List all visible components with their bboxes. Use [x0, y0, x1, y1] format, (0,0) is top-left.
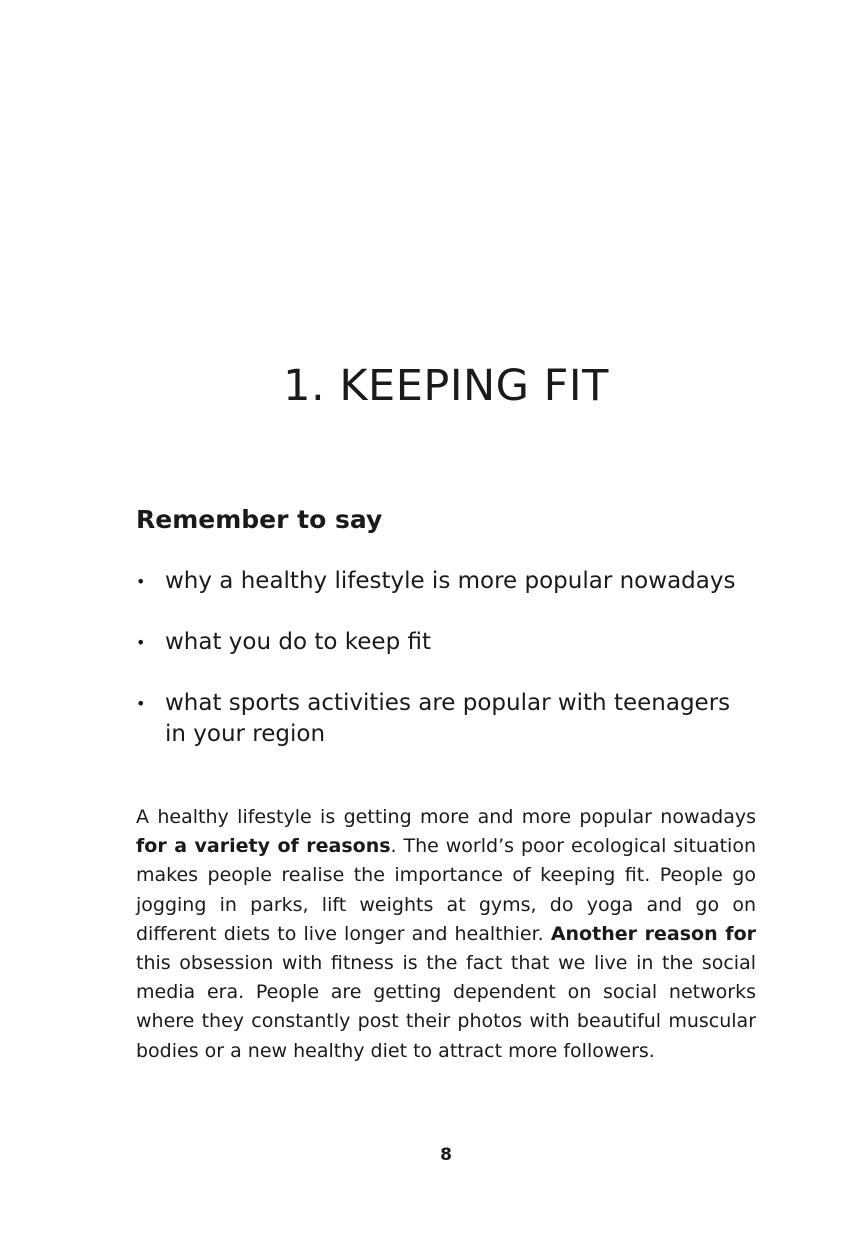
paragraph-text: A healthy lifestyle is getting more and more popular nowadays	[136, 806, 756, 828]
paragraph-bold-phrase: Another reason for	[550, 922, 756, 945]
list-item-text: why a healthy lifestyle is more popular nowadays	[165, 568, 736, 594]
body-paragraph	[136, 803, 756, 1066]
list-item	[136, 688, 756, 750]
paragraph-text: this obsession with fitness is the fact that we live in the social media era. People are getting dependent on social networks where they constantly post their photos with beautiful muscular bodies or a new healthy diet to attract more followers.	[136, 952, 756, 1062]
bullet-icon: •	[136, 572, 146, 591]
bullet-icon: •	[136, 694, 146, 713]
list-item	[136, 627, 756, 658]
list-item	[136, 566, 756, 597]
chapter-title: 1. KEEPING FIT	[283, 361, 609, 411]
list-item-text: what you do to keep fit	[165, 629, 431, 655]
remember-heading: Remember to say	[136, 505, 383, 534]
list-item-text: what sports activities are popular with teenagers in your region	[165, 690, 731, 747]
paragraph-bold-phrase: for a variety of reasons	[136, 835, 391, 858]
remember-list	[136, 566, 756, 750]
bullet-icon: •	[136, 633, 146, 652]
page-number: 8	[440, 1145, 452, 1165]
paragraph-text: . The world’s poor ecological situation makes people realise the importance of keeping fit. People go jogging in parks, lift weights at gyms, do yoga and go on different diets to live longer and healthier.	[136, 835, 756, 945]
